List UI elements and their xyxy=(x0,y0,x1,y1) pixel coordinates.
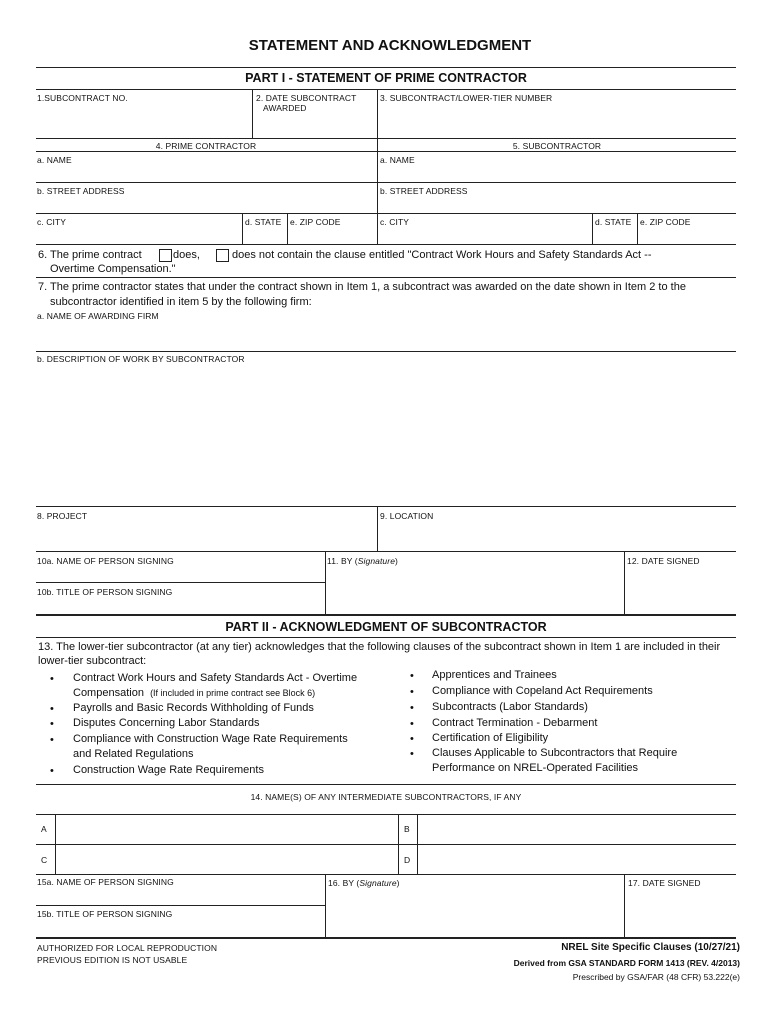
project-label: 8. PROJECT xyxy=(37,511,88,521)
subcontractor-header: 5. SUBCONTRACTOR xyxy=(512,141,602,151)
divider xyxy=(36,506,736,507)
awarding-firm-input[interactable] xyxy=(40,322,736,352)
divider xyxy=(377,506,378,551)
signer-name-label: 10a. NAME OF PERSON SIGNING xyxy=(37,556,174,566)
date-awarded-input[interactable] xyxy=(256,116,378,138)
description-input[interactable] xyxy=(40,366,736,506)
divider xyxy=(592,213,593,244)
row-a-label: A xyxy=(41,824,47,834)
divider xyxy=(36,937,736,939)
clause-item-cont: Compensation (If included in prime contract see Block 6) xyxy=(73,687,316,699)
sub-zip-label: e. ZIP CODE xyxy=(640,217,691,227)
divider xyxy=(36,213,736,214)
row-d-label: D xyxy=(404,855,411,865)
prime-name-label: a. NAME xyxy=(37,155,72,165)
divider xyxy=(637,213,638,244)
bullet-icon: • xyxy=(50,718,54,730)
footer-prescribed: Prescribed by GSA/FAR (48 CFR) 53.222(e) xyxy=(572,972,740,982)
divider xyxy=(36,614,736,616)
lower-tier-number-label: 3. SUBCONTRACT/LOWER-TIER NUMBER xyxy=(380,93,553,103)
prime-contractor-header: 4. PRIME CONTRACTOR xyxy=(155,141,257,151)
subcontract-no-input[interactable] xyxy=(40,105,254,137)
bullet-icon: • xyxy=(410,670,414,682)
item6-text-line2: Overtime Compensation." xyxy=(50,263,176,275)
bullet-icon: • xyxy=(50,765,54,777)
bullet-icon: • xyxy=(410,686,414,698)
project-input[interactable] xyxy=(40,522,378,552)
divider xyxy=(624,874,625,937)
divider xyxy=(242,213,243,244)
location-label: 9. LOCATION xyxy=(380,511,434,521)
intermediate-subs-label: 14. NAME(S) OF ANY INTERMEDIATE SUBCONTRACTORS, IF ANY xyxy=(250,792,522,802)
row-b-label: B xyxy=(404,824,410,834)
divider xyxy=(252,89,253,138)
divider xyxy=(36,582,325,583)
date-awarded-label-2: AWARDED xyxy=(263,103,307,113)
does-not-label: does not contain the clause entitled "Contract Work Hours and Safety Standards Act -- xyxy=(232,249,652,261)
clause-item-cont: Performance on NREL-Operated Facilities xyxy=(432,762,639,774)
footer-reproduction: AUTHORIZED FOR LOCAL REPRODUCTION xyxy=(37,943,218,953)
divider xyxy=(36,89,736,90)
sub-signer-title-input[interactable] xyxy=(40,920,326,937)
divider xyxy=(36,277,736,278)
item13-text: 13. The lower-tier subcontractor (at any tier) acknowledges that the following clauses of the subcontract shown in Item 1 are included in their xyxy=(38,641,721,653)
divider xyxy=(36,151,736,152)
divider xyxy=(36,814,736,815)
clause-item: Compliance with Construction Wage Rate Requirements xyxy=(73,733,348,745)
clause-item-cont: and Related Regulations xyxy=(73,748,194,760)
footer-clauses: NREL Site Specific Clauses (10/27/21) xyxy=(561,942,740,953)
divider xyxy=(287,213,288,244)
clause-item: Disputes Concerning Labor Standards xyxy=(73,717,260,729)
part2-title: PART II - ACKNOWLEDGMENT OF SUBCONTRACTOR xyxy=(225,620,547,634)
divider xyxy=(36,67,736,68)
clause-item: Contract Termination - Debarment xyxy=(432,717,598,729)
item7-text: 7. The prime contractor states that under the contract shown in Item 1, a subcontract was awarded on the date shown in Item 2 to the xyxy=(38,281,686,293)
item6-text: 6. The prime contract xyxy=(38,249,142,261)
footer-edition: PREVIOUS EDITION IS NOT USABLE xyxy=(37,955,188,965)
row-d-input[interactable] xyxy=(420,848,736,872)
does-label: does, xyxy=(173,249,200,261)
divider xyxy=(36,784,736,785)
bullet-icon: • xyxy=(410,702,414,714)
sub-signer-name-label: 15a. NAME OF PERSON SIGNING xyxy=(37,877,174,887)
sub-city-input[interactable] xyxy=(382,228,592,245)
bullet-icon: • xyxy=(50,673,54,685)
prime-street-label: b. STREET ADDRESS xyxy=(37,186,125,196)
sub-name-label: a. NAME xyxy=(380,155,415,165)
clause-item: Certification of Eligibility xyxy=(432,732,549,744)
signature-label: 11. BY (Signature) xyxy=(327,556,398,566)
sub-state-label: d. STATE xyxy=(595,217,632,227)
does-checkbox[interactable] xyxy=(159,249,172,262)
date-signed-input[interactable] xyxy=(629,570,737,610)
item7-text-line2: subcontractor identified in item 5 by the following firm: xyxy=(50,296,312,308)
bullet-icon: • xyxy=(410,733,414,745)
clause-item: Contract Work Hours and Safety Standards Act - Overtime xyxy=(73,672,358,684)
divider xyxy=(36,244,736,245)
divider xyxy=(36,351,736,352)
clause-item: Apprentices and Trainees xyxy=(432,669,557,681)
bullet-icon: • xyxy=(50,703,54,715)
divider xyxy=(624,551,625,614)
divider xyxy=(36,182,736,183)
awarding-firm-label: a. NAME OF AWARDING FIRM xyxy=(37,311,159,321)
row-c-label: C xyxy=(41,855,48,865)
bullet-icon: • xyxy=(50,734,54,746)
bullet-icon: • xyxy=(410,748,414,760)
divider xyxy=(36,844,736,845)
clause-item: Subcontracts (Labor Standards) xyxy=(432,701,588,713)
item13-text-line2: lower-tier subcontract: xyxy=(38,655,147,667)
clause-item: Payrolls and Basic Records Withholding of Funds xyxy=(73,702,314,714)
prime-city-input[interactable] xyxy=(40,228,242,245)
footer-derived: Derived from GSA STANDARD FORM 1413 (REV. 4/2013) xyxy=(513,958,740,968)
date-signed-label: 12. DATE SIGNED xyxy=(627,556,700,566)
divider xyxy=(36,874,736,875)
sub-signer-title-label: 15b. TITLE OF PERSON SIGNING xyxy=(37,909,173,919)
sub-date-signed-input[interactable] xyxy=(629,892,737,934)
row-c-input[interactable] xyxy=(58,848,398,872)
prime-state-label: d. STATE xyxy=(245,217,282,227)
sub-date-signed-label: 17. DATE SIGNED xyxy=(628,878,701,888)
date-awarded-label: 2. DATE SUBCONTRACT xyxy=(256,93,357,103)
sub-street-label: b. STREET ADDRESS xyxy=(380,186,468,196)
form-title: STATEMENT AND ACKNOWLEDGMENT xyxy=(248,37,532,54)
does-not-checkbox[interactable] xyxy=(216,249,229,262)
divider xyxy=(36,551,736,552)
divider xyxy=(36,905,325,906)
sub-city-label: c. CITY xyxy=(380,217,410,227)
divider xyxy=(36,138,736,139)
signer-title-input[interactable] xyxy=(40,597,326,614)
clause-item: Clauses Applicable to Subcontractors that Require xyxy=(432,747,678,759)
subcontract-no-label: 1.SUBCONTRACT NO. xyxy=(37,93,128,103)
part1-title: PART I - STATEMENT OF PRIME CONTRACTOR xyxy=(245,71,527,85)
divider xyxy=(36,637,736,638)
bullet-icon: • xyxy=(410,718,414,730)
description-label: b. DESCRIPTION OF WORK BY SUBCONTRACTOR xyxy=(37,354,245,364)
clause-item: Construction Wage Rate Requirements xyxy=(73,764,264,776)
location-input[interactable] xyxy=(382,522,736,552)
row-b-input[interactable] xyxy=(420,818,736,842)
clause-item: Compliance with Copeland Act Requirements xyxy=(432,685,653,697)
prime-city-label: c. CITY xyxy=(37,217,67,227)
lower-tier-number-input[interactable] xyxy=(382,105,736,137)
sub-signature-label: 16. BY (Signature) xyxy=(328,878,400,888)
sub-signer-name-input[interactable] xyxy=(40,888,326,906)
prime-zip-label: e. ZIP CODE xyxy=(290,217,341,227)
row-a-input[interactable] xyxy=(58,818,398,842)
signer-title-label: 10b. TITLE OF PERSON SIGNING xyxy=(37,587,173,597)
